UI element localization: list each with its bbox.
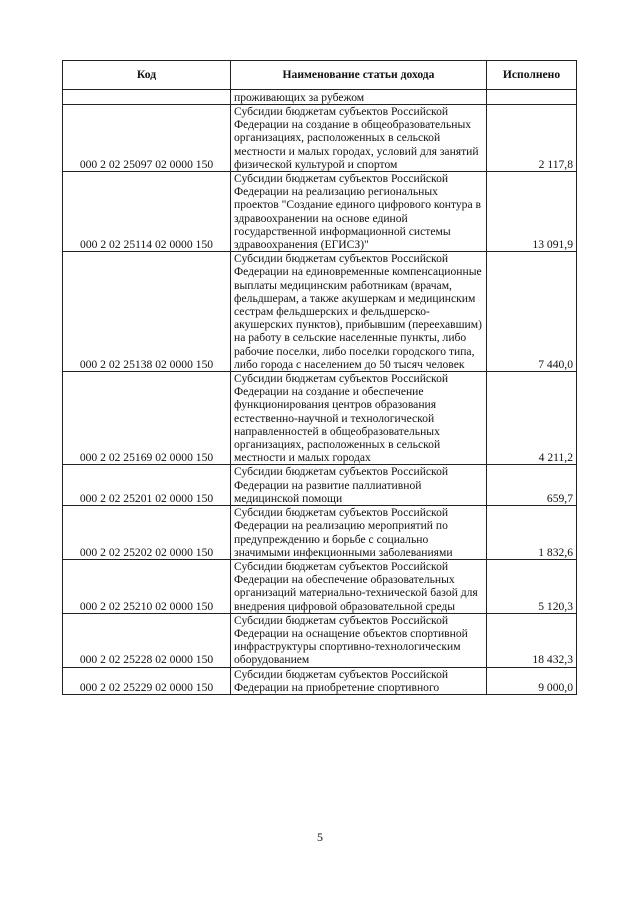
name-cell: Субсидии бюджетам субъектов Российской Федерации на реализацию региональных проектов "Создание единого цифрового контура в здравоохранении на основе единой государственной информационной системы здравоохранения (ЕГИСЗ)"	[231, 172, 487, 252]
header-name: Наименование статьи дохода	[231, 61, 487, 90]
income-table	[62, 60, 577, 695]
amount-cell: 13 091,9	[487, 172, 577, 252]
table-row	[63, 372, 577, 465]
amount-cell: 7 440,0	[487, 252, 577, 372]
table-row	[63, 559, 577, 613]
code-cell: 000 2 02 25114 02 0000 150	[63, 172, 231, 252]
table-row	[63, 105, 577, 172]
amount-cell: 9 000,0	[487, 667, 577, 694]
code-cell: 000 2 02 25228 02 0000 150	[63, 613, 231, 667]
name-cell: Субсидии бюджетам субъектов Российской Федерации на реализацию мероприятий по предупреждению и борьбе с социально значимыми инфекционными заболеваниями	[231, 506, 487, 560]
code-cell: 000 2 02 25138 02 0000 150	[63, 252, 231, 372]
table-header-row	[63, 61, 577, 90]
continuation-amount-cell	[487, 90, 577, 105]
name-cell: Субсидии бюджетам субъектов Российской Федерации на развитие паллиативной медицинской помощи	[231, 465, 487, 506]
code-cell: 000 2 02 25169 02 0000 150	[63, 372, 231, 465]
table-row-continuation	[63, 90, 577, 105]
code-cell: 000 2 02 25229 02 0000 150	[63, 667, 231, 694]
continuation-name-cell: проживающих за рубежом	[231, 90, 487, 105]
code-cell: 000 2 02 25202 02 0000 150	[63, 506, 231, 560]
table-row	[63, 667, 577, 694]
name-cell: Субсидии бюджетам субъектов Российской Федерации на единовременные компенсационные выплаты медицинским работникам (врачам, фельдшерам, а также акушеркам и медицинским сестрам фельдшерских и фельдшерско-акушерских пунктов), прибывшим (переехавшим) на работу в сельские населенные пункты, либо рабочие поселки, либо поселки городского типа, либо города с населением до 50 тысяч человек	[231, 252, 487, 372]
amount-cell: 659,7	[487, 465, 577, 506]
table-row	[63, 506, 577, 560]
amount-cell: 18 432,3	[487, 613, 577, 667]
code-cell: 000 2 02 25210 02 0000 150	[63, 559, 231, 613]
header-code: Код	[63, 61, 231, 90]
table-row	[63, 613, 577, 667]
continuation-code-cell	[63, 90, 231, 105]
amount-cell: 4 211,2	[487, 372, 577, 465]
name-cell: Субсидии бюджетам субъектов Российской Федерации на приобретение спортивного	[231, 667, 487, 694]
name-cell: Субсидии бюджетам субъектов Российской Федерации на создание и обеспечение функционирования центров образования естественно-научной и технологической направленностей в общеобразовательных организациях, расположенных в сельской местности и малых городах	[231, 372, 487, 465]
amount-cell: 2 117,8	[487, 105, 577, 172]
amount-cell: 1 832,6	[487, 506, 577, 560]
name-cell: Субсидии бюджетам субъектов Российской Федерации на обеспечение образовательных организаций материально-технической базой для внедрения цифровой образовательной среды	[231, 559, 487, 613]
name-cell: Субсидии бюджетам субъектов Российской Федерации на создание в общеобразовательных организациях, расположенных в сельской местности и малых городах, условий для занятий физической культурой и спортом	[231, 105, 487, 172]
table-row	[63, 172, 577, 252]
code-cell: 000 2 02 25201 02 0000 150	[63, 465, 231, 506]
page-number: 5	[317, 830, 323, 844]
table-row	[63, 252, 577, 372]
header-executed: Исполнено	[487, 61, 577, 90]
amount-cell: 5 120,3	[487, 559, 577, 613]
table-row	[63, 465, 577, 506]
name-cell: Субсидии бюджетам субъектов Российской Федерации на оснащение объектов спортивной инфраструктуры спортивно-технологическим оборудованием	[231, 613, 487, 667]
code-cell: 000 2 02 25097 02 0000 150	[63, 105, 231, 172]
